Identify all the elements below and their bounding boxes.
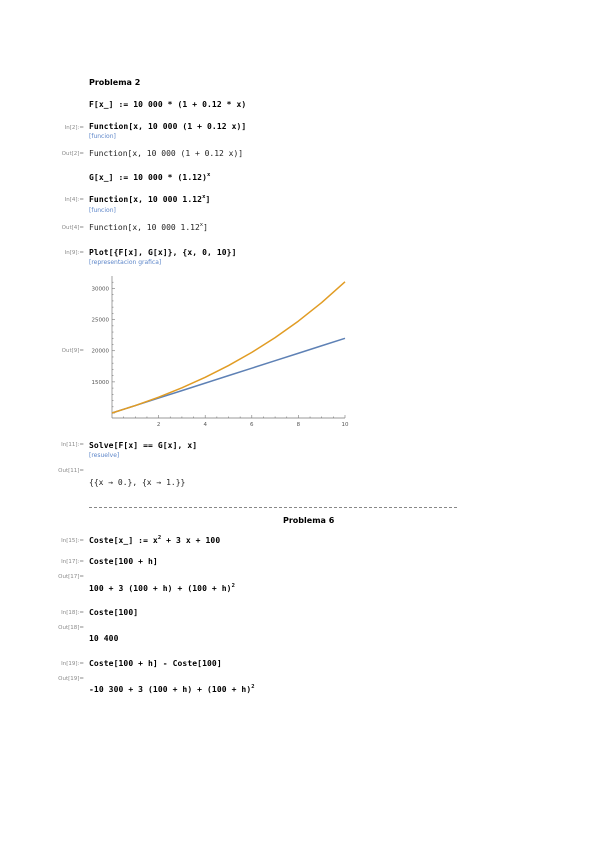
- exponent: 2: [251, 684, 255, 690]
- output-label: Out[17]=: [58, 574, 84, 580]
- exponent: x: [202, 194, 206, 200]
- output-label: Out[9]=: [61, 348, 84, 354]
- series-line-2: [112, 282, 345, 413]
- input-label: In[4]:=: [64, 197, 84, 203]
- function-hint[interactable]: [funcion]: [89, 207, 116, 214]
- input-label: In[9]:=: [64, 250, 84, 256]
- x-tick-label: 2: [156, 422, 161, 428]
- input-label: In[19]:=: [61, 661, 84, 667]
- input-label: In[15]:=: [61, 538, 84, 544]
- input-cell-9[interactable]: Plot[{F[x], G[x]}, {x, 0, 10}]: [89, 248, 237, 257]
- plot-output[interactable]: [84, 268, 364, 436]
- output-label: Out[4]=: [61, 225, 84, 231]
- input-cell-15-tail: + 3 x + 100: [161, 536, 221, 545]
- output-cell-2: Function[x, 10 000 (1 + 0.12 x)]: [89, 149, 244, 158]
- output-cell-4-text: Function[x, 10 000 1.12: [89, 223, 200, 232]
- section-title-problema-2: Problema 2: [89, 78, 141, 87]
- bracket: ]: [205, 195, 211, 204]
- output-cell-18: 10 400: [89, 634, 119, 643]
- y-tick-label: 25000: [91, 317, 109, 324]
- input-cell-15[interactable]: [89, 536, 220, 545]
- input-cell-15-text: Coste[x_] := x: [89, 536, 158, 545]
- output-label: Out[19]=: [58, 676, 84, 682]
- output-label: Out[11]=: [58, 468, 84, 474]
- input-cell-19[interactable]: Coste[100 + h] - Coste[100]: [89, 659, 222, 668]
- input-cell-17[interactable]: Coste[100 + h]: [89, 557, 158, 566]
- output-cell-4: [89, 223, 208, 232]
- solve-hint[interactable]: [resuelve]: [89, 452, 120, 459]
- plot-lines: [112, 282, 345, 413]
- input-cell-11[interactable]: Solve[F[x] == G[x], x]: [89, 441, 198, 450]
- output-cell-17-text: 100 + 3 (100 + h) + (100 + h): [89, 584, 232, 593]
- plot-hint[interactable]: [representacion grafica]: [89, 259, 162, 266]
- function-hint[interactable]: [funcion]: [89, 133, 116, 140]
- input-cell-4-text: Function[x, 10 000 1.12: [89, 195, 203, 204]
- x-tick-label: 10: [341, 422, 349, 428]
- section-divider: [89, 507, 457, 508]
- output-cell-11: {{x → 0.}, {x → 1.}}: [89, 478, 186, 487]
- plot-axes: [112, 276, 345, 418]
- bracket: ]: [203, 223, 208, 232]
- y-tick-label: 15000: [91, 379, 109, 386]
- exponent: 2: [231, 583, 235, 589]
- section-title-problema-6: Problema 6: [283, 516, 335, 525]
- definition-F[interactable]: F[x_] := 10 000 * (1 + 0.12 * x): [89, 100, 247, 109]
- y-tick-label: 20000: [91, 348, 109, 355]
- x-tick-label: 4: [203, 422, 207, 428]
- output-cell-19-text: -10 300 + 3 (100 + h) + (100 + h): [89, 685, 252, 694]
- input-label: In[18]:=: [61, 610, 84, 616]
- exponent: x: [199, 222, 204, 228]
- input-cell-4[interactable]: [89, 195, 210, 204]
- plot-ticks: [92, 282, 349, 428]
- output-cell-19: [89, 685, 255, 694]
- input-label: In[2]:=: [64, 125, 84, 131]
- x-tick-label: 6: [250, 422, 254, 428]
- output-cell-17: [89, 584, 235, 593]
- definition-G[interactable]: [89, 173, 210, 182]
- input-cell-2[interactable]: Function[x, 10 000 (1 + 0.12 x)]: [89, 122, 247, 131]
- exponent: 2: [157, 535, 162, 541]
- definition-G-text: G[x_] := 10 000 * (1.12): [89, 173, 207, 182]
- input-label: In[17]:=: [61, 559, 84, 565]
- output-label: Out[18]=: [58, 625, 84, 631]
- input-label: In[11]:=: [61, 442, 84, 448]
- exponent: x: [207, 172, 211, 178]
- y-tick-label: 30000: [91, 286, 109, 293]
- output-label: Out[2]=: [61, 151, 84, 157]
- x-tick-label: 8: [296, 422, 301, 428]
- input-cell-18[interactable]: Coste[100]: [89, 608, 139, 617]
